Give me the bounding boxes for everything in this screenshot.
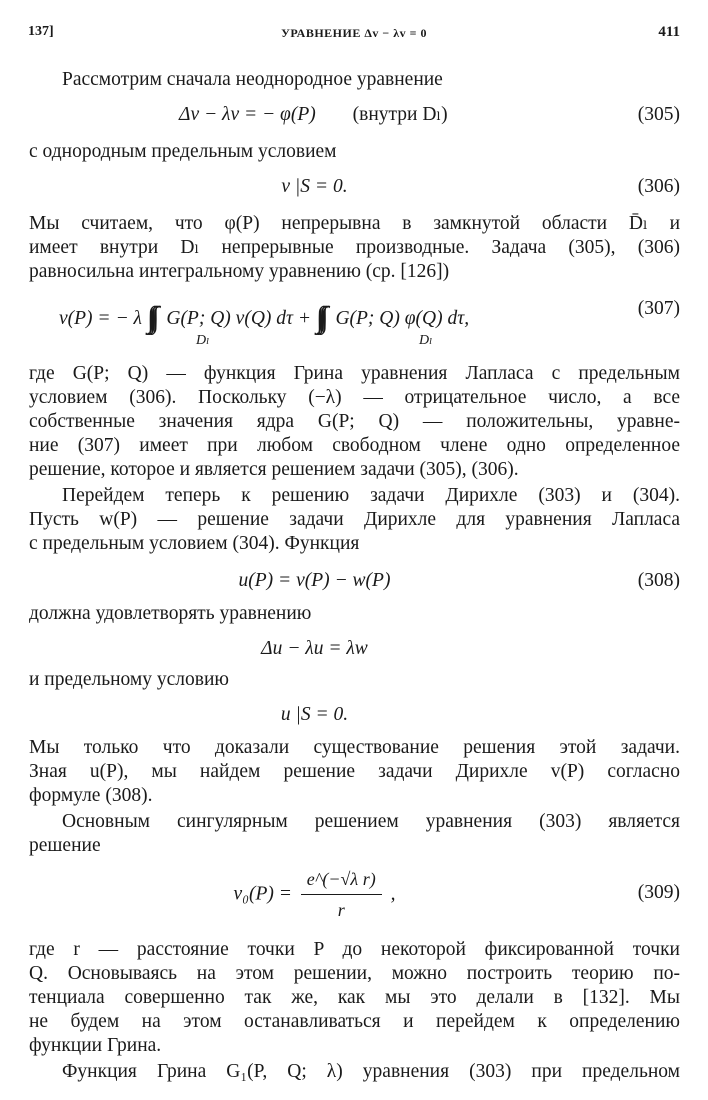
- text-line: не будем на этом останавливаться и перейдем к определению: [29, 1011, 680, 1032]
- equation-body: v |S = 0.: [281, 176, 348, 197]
- fraction: [301, 866, 382, 923]
- fraction-numerator: e^(−√λ r): [301, 866, 382, 895]
- section-number: 137]: [28, 24, 54, 39]
- header-title: УРАВНЕНИЕ Δv − λv = 0: [281, 26, 427, 40]
- equation-note: (внутри Dₗ): [352, 104, 448, 125]
- equation-number: (309): [637, 882, 680, 903]
- text-line: должна удовлетворять уравнению: [29, 603, 312, 624]
- equation-307: [29, 298, 680, 358]
- text-line: собственные значения ядра G(P; Q) — положительны, уравне-: [29, 411, 680, 432]
- text-line: Перейдем теперь к решению задачи Дирихле (303) и (304).: [62, 485, 680, 506]
- text-line: формуле (308).: [29, 785, 153, 806]
- equation-number: (306): [637, 176, 680, 197]
- running-header: [28, 24, 680, 44]
- equation-lhs: v₀(P) =: [233, 883, 292, 905]
- text-line: условием (306). Поскольку (−λ) — отрицательное число, а все: [29, 387, 680, 408]
- fraction-denominator: r: [337, 900, 345, 920]
- text-line: Мы считаем, что φ(P) непрерывна в замкнутой области D̄ₗ и: [29, 213, 680, 234]
- triple-integral-icon: ∫∫∫: [146, 301, 154, 334]
- text-line: Основным сингулярным решением уравнения (303) является: [62, 811, 680, 832]
- text-line: с однородным предельным условием: [29, 141, 337, 162]
- equation-middle: G(P; Q) v(Q) dτ +: [166, 308, 312, 329]
- text-line: Q. Основываясь на этом решении, можно построить теорию по-: [29, 963, 680, 984]
- equation-number: (305): [637, 104, 680, 125]
- text-line: решение, которое и является решением задачи (305), (306).: [29, 459, 519, 480]
- text-line: Мы только что доказали существование решения этой задачи.: [29, 737, 680, 758]
- text-line: Пусть w(P) — решение задачи Дирихле для уравнения Лапласа: [29, 509, 680, 530]
- text-line: Рассмотрим сначала неоднородное уравнение: [62, 69, 443, 90]
- text-line: с предельным условием (304). Функция: [29, 533, 360, 554]
- equation-body: Δu − λu = λw: [261, 638, 368, 659]
- integral-domain: Dₗ: [196, 333, 210, 348]
- equation-body: u |S = 0.: [280, 704, 349, 725]
- equation-number: (307): [637, 298, 680, 319]
- equation-body: u(P) = v(P) − w(P): [238, 570, 391, 591]
- equation-309: [29, 866, 680, 926]
- equation-tail: ,: [390, 883, 396, 905]
- equation-lhs: v(P) = − λ: [59, 308, 142, 329]
- text-line: имеет внутри Dₗ непрерывные производные. Задача (305), (306): [29, 237, 680, 258]
- equation-number: (308): [637, 570, 680, 591]
- text-line: и предельному условию: [29, 669, 229, 690]
- text-line: функции Грина.: [29, 1035, 162, 1056]
- text-line: ние (307) имеет при любом свободном члене одно определенное: [29, 435, 680, 456]
- text-line: тенциала совершенно так же, как мы это делали в [132]. Мы: [29, 987, 680, 1008]
- text-line: Функция Грина G₁(P, Q; λ) уравнения (303) при предельном: [62, 1061, 680, 1082]
- text-line: решение: [29, 835, 101, 856]
- integral-domain: Dₗ: [419, 333, 433, 348]
- page-number: 411: [658, 24, 680, 40]
- text-line: где G(P; Q) — функция Грина уравнения Лапласа с предельным: [29, 363, 680, 384]
- equation-end: G(P; Q) φ(Q) dτ,: [335, 308, 470, 329]
- text-line: Зная u(P), мы найдем решение задачи Дирихле v(P) согласно: [29, 761, 680, 782]
- text-line: равносильна интегральному уравнению (ср. [126]): [29, 261, 450, 282]
- equation-body: Δv − λv = − φ(P): [179, 104, 316, 125]
- triple-integral-icon: ∫∫∫: [315, 301, 323, 334]
- text-line: где r — расстояние точки P до некоторой фиксированной точки: [29, 939, 680, 960]
